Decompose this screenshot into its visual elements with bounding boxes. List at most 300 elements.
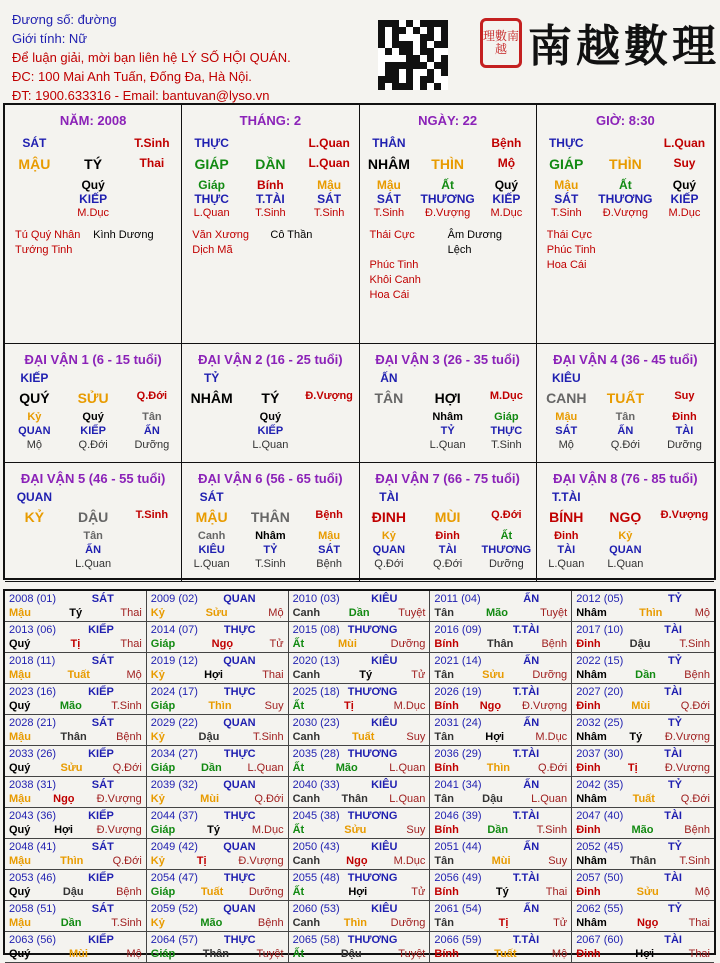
year-bottom [293, 947, 426, 961]
year-label: 2015 (08) [292, 624, 340, 636]
year-ts: Suy [548, 855, 568, 867]
year-can: Ất [292, 948, 305, 960]
year-chi: Tý [495, 886, 509, 898]
hidden-can: Mậu [318, 530, 341, 542]
year-top [576, 592, 710, 606]
dai-van-ts: Q.Đới [491, 509, 522, 521]
hidden-god: SÁT [376, 192, 401, 206]
dai-van-chi: HỢI [434, 390, 461, 406]
star-bad: Kình Dương [93, 229, 154, 241]
year-label: 2020 (13) [292, 655, 340, 667]
year-ts: Dưỡng [390, 638, 426, 650]
hidden-can: Quý [494, 178, 519, 192]
pillar-god: L.Quan [308, 136, 350, 150]
year-bottom [576, 637, 710, 651]
star-bad [625, 228, 704, 243]
hidden-can: Kỷ [618, 530, 633, 542]
pillar-main: Suy [673, 156, 696, 170]
year-cell [289, 901, 431, 932]
year-cell [289, 591, 431, 622]
year-chi: Dần [487, 824, 509, 836]
hidden-god: QUAN [18, 425, 51, 437]
year-cell [430, 901, 572, 932]
year-top [434, 623, 567, 637]
year-cell [430, 839, 572, 870]
year-chi: Sửu [205, 607, 228, 619]
header-line-name: Đương số: đường [12, 12, 117, 27]
year-can: Nhâm [576, 669, 607, 681]
year-label: 2026 (19) [434, 686, 482, 698]
year-bottom [151, 699, 284, 713]
year-ts: Tuyệt [256, 948, 284, 960]
year-bottom [293, 637, 426, 651]
hidden-god: THƯƠNG [481, 544, 532, 556]
hidden-stem [64, 178, 123, 220]
dai-van-hidden-row [360, 410, 536, 452]
seal-stamp: 理數南越 [480, 18, 522, 68]
hidden-ts: T.Sinh [491, 439, 522, 451]
dai-van-title: ĐẠI VẬN 1 (6 - 15 tuổi) [24, 352, 162, 367]
year-god: QUAN [223, 717, 256, 729]
annual-table [3, 589, 716, 960]
year-god: SÁT [91, 779, 114, 791]
year-cell [289, 870, 431, 901]
star-good: Dịch Mã [192, 244, 233, 256]
hidden-can: Mậu [376, 178, 401, 192]
year-bottom [151, 916, 284, 930]
empty [418, 371, 477, 385]
star-bad [448, 258, 526, 273]
year-bottom [293, 730, 426, 744]
year-can: Ất [292, 886, 305, 898]
year-chi: Thìn [60, 855, 84, 867]
pillar-god [596, 136, 655, 150]
pillar-main-row [537, 156, 714, 172]
year-can: Giáp [150, 886, 176, 898]
year-ts: Tuyệt [398, 607, 426, 619]
year-can: Canh [292, 731, 321, 743]
year-chi: Thìn [486, 762, 511, 774]
year-ts: Thai [688, 948, 710, 960]
pillar-main: THÌN [609, 156, 642, 172]
year-top [293, 685, 426, 699]
year-cell [147, 932, 289, 963]
dai-van-chi: MÙI [434, 509, 461, 525]
year-top [9, 933, 142, 947]
hidden-ts: Mộ [558, 439, 574, 451]
year-god: KIẾP [88, 748, 114, 760]
year-cell [289, 746, 431, 777]
year-chi: Hợi [348, 886, 368, 898]
year-chi: Ngọ [346, 855, 368, 867]
year-god: T.TÀI [512, 686, 540, 698]
dai-van-6 [182, 463, 359, 582]
year-top [9, 592, 142, 606]
year-top [434, 809, 567, 823]
dai-van-god: T.TÀI [551, 490, 581, 504]
dai-van-5 [5, 463, 182, 582]
year-chi: Thìn [343, 917, 367, 929]
year-ts: Mộ [126, 948, 142, 960]
hidden-ts: Q.Đới [610, 439, 640, 451]
year-bottom [9, 916, 142, 930]
year-god: TÀI [664, 748, 682, 760]
year-bottom [9, 823, 142, 837]
hidden-ts: Q.Đới [433, 558, 463, 570]
year-cell [289, 622, 431, 653]
year-top [293, 840, 426, 854]
year-can: Bính [434, 638, 459, 650]
hidden-god: SÁT [554, 192, 579, 206]
dai-van-can: TÂN [374, 390, 404, 406]
year-god: ẤN [523, 717, 540, 729]
year-ts: Mộ [694, 886, 710, 898]
year-god: T.TÀI [512, 810, 540, 822]
year-chi: Hợi [54, 824, 73, 836]
year-label: 2012 (05) [576, 593, 624, 605]
year-can: Tân [434, 917, 454, 929]
year-god: THƯƠNG [347, 810, 398, 822]
year-label: 2008 (01) [9, 593, 57, 605]
pillar-god: THÂN [372, 136, 406, 150]
hidden-stem [182, 178, 241, 220]
year-god: THỰC [223, 810, 256, 822]
year-top [293, 592, 426, 606]
hidden-can: Kỷ [27, 411, 42, 423]
year-ts: Thai [120, 638, 142, 650]
year-can: Ất [292, 762, 305, 774]
year-label: 2022 (15) [576, 655, 624, 667]
year-chi: Tuất [200, 886, 224, 898]
year-label: 2027 (20) [576, 686, 624, 698]
year-cell [572, 870, 714, 901]
year-can: Đinh [576, 762, 601, 774]
year-ts: L.Quan [389, 762, 426, 774]
year-cell [289, 653, 431, 684]
dai-van-god: QUAN [16, 490, 53, 504]
empty [418, 490, 477, 504]
year-top [434, 592, 567, 606]
logo: 南越數理 [528, 21, 720, 72]
qr-code-icon[interactable] [378, 20, 448, 90]
year-god: ẤN [523, 841, 540, 853]
year-ts: Q.Đới [680, 700, 710, 712]
year-can: Nhâm [576, 793, 607, 805]
year-label: 2051 (44) [434, 841, 482, 853]
star-bad: Cô Thần [270, 229, 313, 241]
year-can: Kỷ [150, 855, 165, 867]
star-good: Hoa Cái [369, 289, 410, 301]
year-can: Ất [292, 824, 305, 836]
year-label: 2066 (59) [434, 934, 482, 946]
year-bottom [9, 854, 142, 868]
year-ts: L.Quan [531, 793, 568, 805]
empty [477, 371, 536, 385]
year-label: 2067 (60) [576, 934, 624, 946]
pillar-main: NHÂM [367, 156, 410, 172]
year-can: Đinh [576, 886, 601, 898]
year-chi: Tị [344, 700, 354, 712]
year-label: 2042 (35) [576, 779, 624, 791]
year-bottom [151, 885, 284, 899]
dai-van-chi: THÂN [250, 509, 290, 525]
year-god: KIẾP [88, 810, 114, 822]
year-label: 2031 (24) [434, 717, 482, 729]
hidden-god: KIẾP [80, 425, 106, 437]
year-top [434, 778, 567, 792]
hidden-god: KIẾP [79, 192, 108, 206]
dai-van-main-row [5, 509, 181, 525]
year-god: SÁT [91, 841, 114, 853]
year-ts: Q.Đới [537, 762, 568, 774]
year-top [151, 809, 284, 823]
year-chi: Tý [359, 669, 373, 681]
year-god: TÀI [664, 934, 682, 946]
year-label: 2041 (34) [434, 779, 482, 791]
year-bottom [576, 885, 710, 899]
dai-van-can: NHÂM [190, 390, 233, 406]
hidden-stem [300, 410, 359, 452]
pillar-god-row [5, 136, 181, 150]
year-chi: Thìn [639, 607, 663, 619]
year-cell [5, 777, 147, 808]
year-top [151, 685, 284, 699]
pillar-main: GIÁP [194, 156, 229, 172]
hidden-can: Bính [257, 178, 284, 192]
year-ts: Đ.Vượng [96, 793, 142, 805]
year-ts: Q.Đới [112, 855, 142, 867]
year-label: 2009 (02) [150, 593, 198, 605]
hidden-stem [123, 178, 182, 220]
year-cell [289, 932, 431, 963]
year-top [151, 902, 284, 916]
hidden-god: TÀI [557, 544, 576, 556]
hidden-stem [477, 178, 536, 220]
year-label: 2048 (41) [9, 841, 57, 853]
year-cell [572, 653, 714, 684]
year-chi: Mùi [631, 700, 651, 712]
year-bottom [576, 699, 710, 713]
year-can: Canh [292, 793, 321, 805]
year-top [293, 778, 426, 792]
year-cell [5, 808, 147, 839]
hidden-stem [64, 529, 123, 571]
year-label: 2023 (16) [9, 686, 57, 698]
dai-van-god-row [537, 371, 714, 385]
dai-van-god: TÀI [379, 490, 399, 504]
year-cell [289, 777, 431, 808]
dai-van-title: ĐẠI VẬN 5 (46 - 55 tuổi) [20, 471, 166, 486]
year-cell [147, 622, 289, 653]
year-ts: Đ.Vượng [96, 824, 142, 836]
year-label: 2032 (25) [576, 717, 624, 729]
year-chi: Tị [196, 855, 207, 867]
year-god: ẤN [523, 655, 540, 667]
year-can: Canh [292, 855, 321, 867]
year-can: Mậu [9, 607, 31, 619]
year-top [293, 871, 426, 885]
year-can: Kỷ [150, 917, 165, 929]
year-can: Đinh [576, 700, 601, 712]
year-label: 2047 (40) [576, 810, 624, 822]
hidden-ts: Q.Đới [78, 439, 108, 451]
year-label: 2064 (57) [150, 934, 198, 946]
year-god: T.TÀI [512, 748, 540, 760]
hidden-can: Quý [81, 178, 105, 192]
year-chi: Dậu [62, 886, 84, 898]
hidden-ts: M.Dục [77, 207, 110, 219]
hidden-stem [477, 529, 536, 571]
year-god: TỶ [667, 593, 682, 605]
year-god: KIÊU [371, 779, 398, 791]
dai-van-ts: Đ.Vượng [660, 509, 709, 521]
year-can: Canh [292, 917, 321, 929]
hidden-ts: Đ.Vượng [425, 207, 471, 219]
year-god: TỶ [667, 779, 682, 791]
year-god: TỶ [667, 841, 682, 853]
year-bottom [9, 947, 142, 961]
year-label: 2044 (37) [150, 810, 198, 822]
hidden-ts: Đ.Vượng [602, 207, 648, 219]
dai-van-god-row [537, 490, 714, 504]
hidden-god: KIẾP [257, 425, 284, 437]
year-can: Bính [434, 824, 459, 836]
year-chi: Ngọ [53, 793, 75, 805]
year-god: TỶ [667, 903, 682, 915]
hidden-stem [300, 178, 359, 220]
dai-van-god: KIÊU [551, 371, 581, 385]
year-bottom [9, 885, 142, 899]
year-cell [430, 653, 572, 684]
year-chi: Mão [486, 607, 509, 619]
year-ts: Bệnh [684, 824, 710, 836]
dai-van-title: ĐẠI VẬN 4 (36 - 45 tuổi) [553, 352, 698, 367]
year-chi: Tý [69, 607, 83, 619]
hidden-stem [300, 529, 359, 571]
hidden-ts: L.Quan [607, 558, 644, 570]
year-ts: Tuyệt [540, 607, 568, 619]
year-can: Quý [9, 638, 31, 650]
year-cell [147, 684, 289, 715]
year-cell [5, 684, 147, 715]
hidden-can: Giáp [198, 178, 225, 192]
year-can: Bính [434, 948, 459, 960]
pillar-3 [537, 105, 714, 344]
empty [241, 490, 300, 504]
hidden-stem [5, 529, 64, 571]
year-top [9, 716, 142, 730]
year-label: 2059 (52) [150, 903, 198, 915]
year-chi: Dậu [482, 793, 503, 805]
hidden-stem [655, 410, 714, 452]
year-label: 2045 (38) [292, 810, 340, 822]
hidden-can: Đinh [554, 530, 579, 542]
dai-van-8 [537, 463, 714, 582]
dai-van-can: ĐINH [371, 509, 406, 525]
year-chi: Sửu [344, 824, 367, 836]
year-chi: Sửu [636, 886, 659, 898]
year-bottom [434, 761, 567, 775]
year-chi: Mùi [337, 638, 357, 650]
year-cell [147, 870, 289, 901]
year-top [576, 933, 710, 947]
hidden-ts: T.Sinh [255, 207, 286, 219]
year-bottom [434, 668, 567, 682]
year-label: 2040 (33) [292, 779, 340, 791]
year-chi: Tị [70, 638, 81, 650]
star-good: Khôi Canh [369, 274, 421, 286]
year-top [576, 778, 710, 792]
year-can: Quý [9, 886, 31, 898]
dai-van-main-row [537, 390, 714, 406]
year-label: 2016 (09) [434, 624, 482, 636]
star-good: Thái Cực [546, 229, 593, 241]
year-can: Giáp [150, 762, 176, 774]
year-bottom [9, 668, 142, 682]
year-can: Quý [9, 824, 31, 836]
year-ts: Thai [120, 607, 142, 619]
year-chi: Mùi [68, 948, 88, 960]
year-ts: Mộ [268, 607, 284, 619]
hidden-ts: M.Dục [490, 207, 523, 219]
year-can: Bính [434, 762, 459, 774]
year-can: Tân [434, 607, 454, 619]
hidden-can: Quý [259, 411, 282, 423]
year-bottom [293, 885, 426, 899]
star-list [182, 228, 358, 258]
year-label: 2050 (43) [292, 841, 340, 853]
year-ts: L.Quan [389, 793, 426, 805]
year-ts: Tử [269, 638, 284, 650]
pillar-god [418, 136, 477, 150]
year-label: 2061 (54) [434, 903, 482, 915]
year-ts: Bệnh [541, 638, 568, 650]
star-good: Văn Xương [192, 229, 250, 241]
hidden-can: Giáp [494, 411, 519, 423]
hidden-ts: T.Sinh [373, 207, 405, 219]
hidden-stem [182, 529, 241, 571]
hidden-god: SÁT [555, 425, 578, 437]
year-chi: Hợi [204, 669, 223, 681]
dai-van-4 [537, 344, 714, 463]
hidden-god: TỶ [440, 425, 455, 437]
hidden-god: SÁT [317, 192, 342, 206]
pillar-hidden-row [360, 178, 536, 220]
dai-van-can: BÍNH [549, 509, 584, 525]
dai-van-title: ĐẠI VẬN 7 (66 - 75 tuổi) [375, 471, 520, 486]
year-ts: Dưỡng [390, 917, 426, 929]
dai-van-god-row [5, 490, 181, 504]
year-label: 2065 (58) [292, 934, 340, 946]
year-chi: Dần [200, 762, 222, 774]
year-ts: T.Sinh [111, 700, 142, 712]
empty [596, 490, 655, 504]
hidden-god: KIẾP [492, 192, 521, 206]
dai-van-chi: NGỌ [609, 509, 642, 525]
year-can: Giáp [150, 948, 176, 960]
year-bottom [434, 916, 567, 930]
hidden-ts: Mộ [26, 439, 43, 451]
year-ts: T.Sinh [253, 731, 284, 743]
hidden-ts: Dưỡng [667, 439, 702, 451]
hidden-can: Canh [197, 530, 226, 542]
year-cell [430, 932, 572, 963]
year-ts: T.Sinh [536, 824, 568, 836]
year-god: T.TÀI [512, 624, 540, 636]
year-cell [147, 777, 289, 808]
hidden-god: SÁT [318, 544, 341, 556]
dai-van-2 [182, 344, 359, 463]
